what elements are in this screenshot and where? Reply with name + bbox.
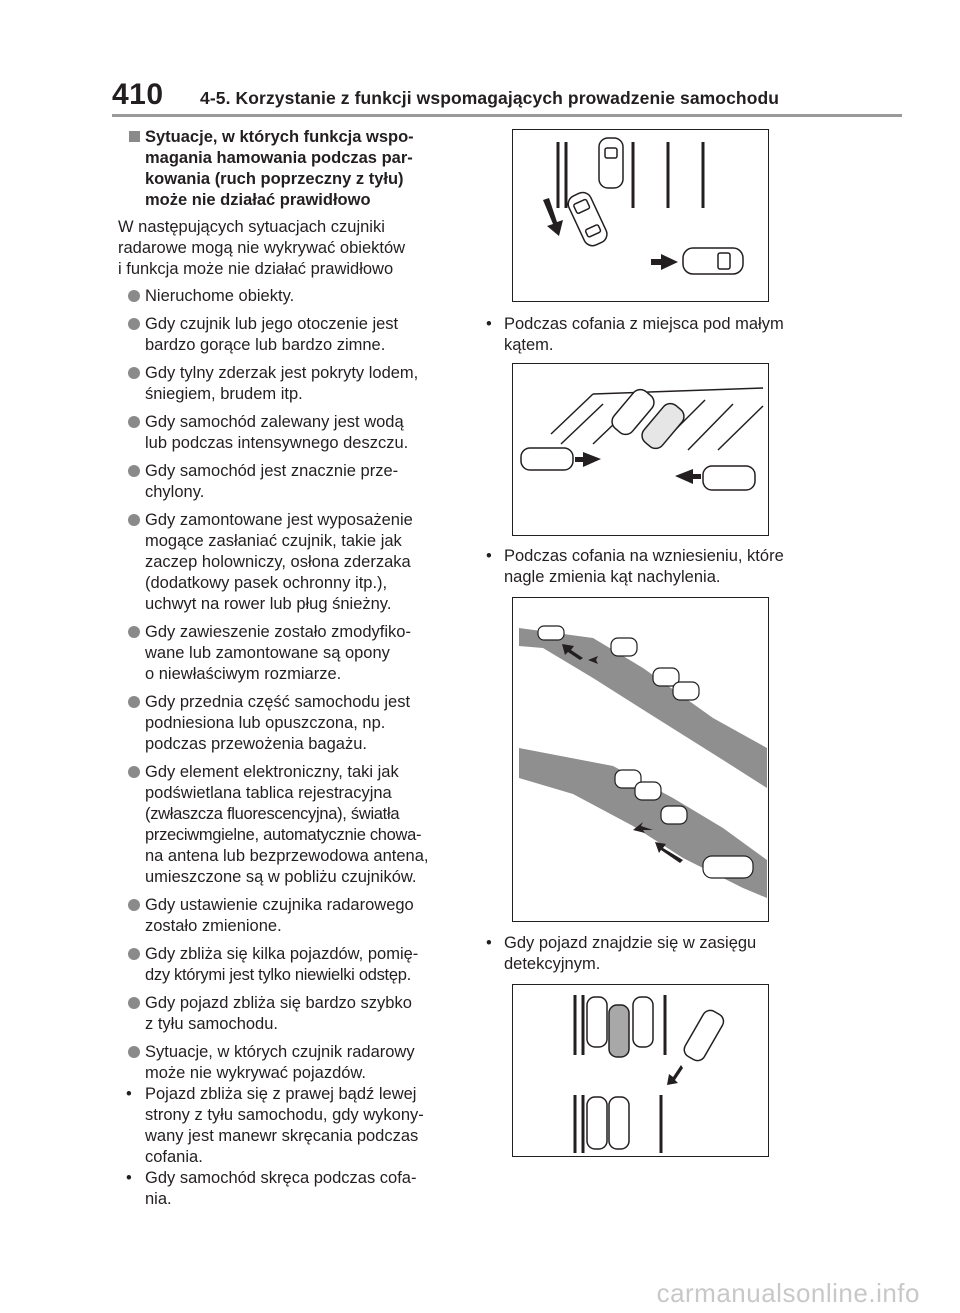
sub-bullet-mark: •	[486, 934, 492, 952]
approach-arrow-icon	[667, 1065, 683, 1085]
circle-bullet-icon	[128, 948, 140, 960]
square-bullet-icon	[129, 131, 140, 142]
detection-range-illustration	[513, 985, 767, 1155]
circle-bullet-icon	[128, 367, 140, 379]
page-number: 410	[112, 78, 164, 111]
circle-bullet-icon	[128, 318, 140, 330]
reverse-direction-arrow-icon	[543, 198, 563, 236]
diagonal-parking-illustration	[513, 364, 767, 534]
list-item: Gdy zawieszenie zostało zmodyfiko- wane lub zamontowane są opony o niewłaściwym rozmiarze.	[115, 622, 460, 685]
watermark: carmanualsonline.info	[656, 1278, 920, 1308]
list-item: Gdy zamontowane jest wyposażenie mogące zasłaniać czujnik, takie jak zaczep holowniczy, osłona zderzaka (dodatkowy pasek ochronny itp.), uchwyt na rower lub pług śnieżny.	[115, 510, 460, 615]
figure-caption: • Podczas cofania na wzniesieniu, które nagle zmienia kąt nachylenia.	[486, 547, 784, 586]
list-item: Sytuacje, w których czujnik radarowy może nie wykrywać pojazdów.	[115, 1042, 460, 1084]
left-column	[115, 127, 460, 1210]
list-item: • Pojazd zbliża się z prawej bądź lewej strony z tyłu samochodu, gdy wykony- wany jest manewr skręcania podczas cofania.	[126, 1085, 424, 1166]
circle-bullet-icon	[128, 290, 140, 302]
list-item: Gdy przednia część samochodu jest podniesiona lub opuszczona, np. podczas przewożenia bagażu.	[115, 692, 460, 755]
sub-bullet-mark: •	[486, 547, 492, 565]
list-item: Gdy zbliża się kilka pojazdów, pomię- dzy którymi jest tylko niewielki odstęp.	[115, 944, 460, 986]
list-item: Nieruchome obiekty.	[115, 286, 460, 307]
approach-arrow-icon	[651, 254, 678, 270]
circle-bullet-icon	[128, 766, 140, 778]
page-header	[112, 78, 902, 118]
figure-caption: • Gdy pojazd znajdzie się w zasięgu detekcyjnym.	[486, 934, 757, 973]
intro-text: W następujących sytuacjach czujniki radarowe mogą nie wykrywać obiektów i funkcja może nie działać prawidłowo	[118, 218, 406, 278]
list-item: Gdy czujnik lub jego otoczenie jest bardzo gorące lub bardzo zimne.	[115, 314, 460, 356]
approach-arrow-icon	[575, 452, 601, 467]
sub-bullet-mark: •	[126, 1169, 132, 1187]
circle-bullet-icon	[128, 1046, 140, 1058]
circle-bullet-icon	[128, 514, 140, 526]
list-item: Gdy element elektroniczny, taki jak podświetlana tablica rejestracyjna (zwłaszcza fluorescencyjna), światła przeciwmgielne, automatycznie chowa- na antena lub bezprzewodowa antena, umieszczone są w pobliżu czujników.	[115, 762, 460, 888]
list-item: Gdy samochód jest znacznie prze- chylony.	[115, 461, 460, 503]
list-item: Gdy tylny zderzak jest pokryty lodem, śniegiem, brudem itp.	[115, 363, 460, 405]
approach-arrow-icon	[675, 469, 701, 484]
circle-bullet-icon	[128, 899, 140, 911]
slope-illustration	[513, 598, 767, 920]
figure-angled-parking	[512, 129, 769, 302]
circle-bullet-icon	[128, 997, 140, 1009]
angled-parking-illustration	[513, 130, 767, 300]
figure-slope	[512, 597, 769, 922]
figure-detection-range	[512, 984, 769, 1157]
sub-bullet-mark: •	[486, 315, 492, 333]
sub-bullet-mark: •	[126, 1085, 132, 1103]
condition-list	[115, 286, 460, 1084]
chapter-title: 4-5. Korzystanie z funkcji wspomagających prowadzenie samochodu	[200, 88, 780, 108]
circle-bullet-icon	[128, 416, 140, 428]
list-item: Gdy samochód zalewany jest wodą lub podczas intensywnego deszczu.	[115, 412, 460, 454]
figure-diagonal-parking	[512, 363, 769, 536]
circle-bullet-icon	[128, 696, 140, 708]
section-title: Sytuacje, w których funkcja wspo- magania hamowania podczas par- kowania (ruch poprzeczny z tyłu) może nie działać prawidłowo	[115, 127, 460, 211]
circle-bullet-icon	[128, 465, 140, 477]
list-item: Gdy pojazd zbliża się bardzo szybko z tyłu samochodu.	[115, 993, 460, 1035]
circle-bullet-icon	[128, 626, 140, 638]
figure-caption: • Podczas cofania z miejsca pod małym kątem.	[486, 315, 784, 354]
header-divider	[112, 114, 902, 117]
list-item: • Gdy samochód skręca podczas cofa- nia.	[126, 1169, 417, 1208]
sub-condition-list	[115, 1084, 460, 1210]
list-item: Gdy ustawienie czujnika radarowego zostało zmienione.	[115, 895, 460, 937]
